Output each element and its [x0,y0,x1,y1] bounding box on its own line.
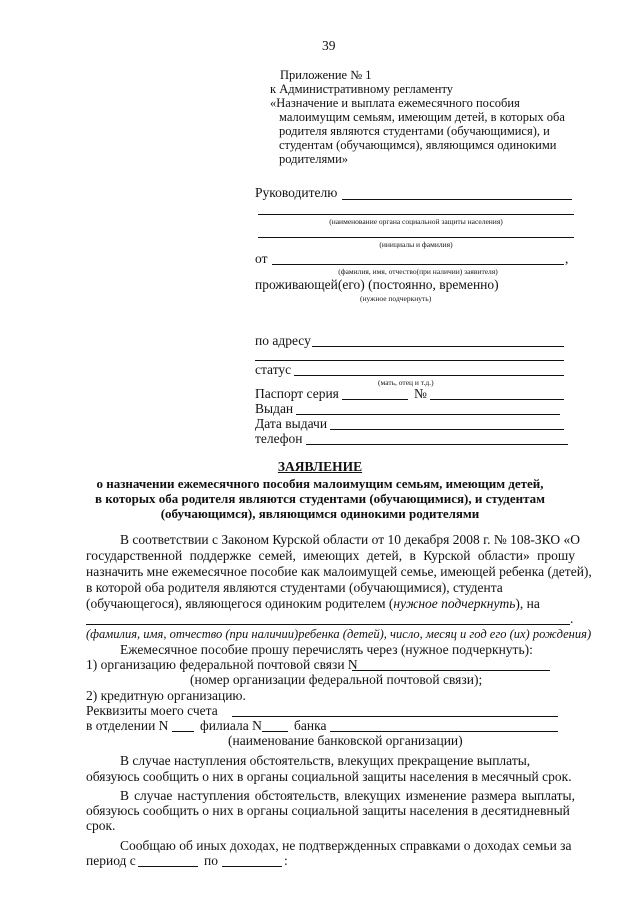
p3-line-1: В случае наступления обстоятельств, влекущих изменение размера выплаты, [120,788,575,803]
appendix-line-4: малоимущим семьям, имеющим детей, в которых оба [279,110,565,124]
branch-label: в отделении N [86,718,169,733]
status-caption: (мать, отец и т.д.) [378,378,434,387]
residing-underline-caption: (нужное подчеркнуть) [360,294,432,303]
phone-label: телефон [255,431,303,446]
period-to-label: по [204,853,218,868]
head-name-line[interactable] [342,199,572,200]
from-label: от [255,251,268,266]
issued-label: Выдан [255,401,294,416]
phone-line[interactable] [306,444,568,445]
post-org-line[interactable] [352,670,550,671]
period-to-line[interactable] [222,866,282,867]
p1-line-2: государственной поддержке семей, имеющих детей, в Курской области» прошу [86,548,575,563]
org-caption: (наименование органа социальной защиты населения) [329,217,503,226]
appendix-line-1: Приложение № 1 [280,68,372,82]
appendix-line-2: к Административному регламенту [270,82,454,96]
issue-date-line[interactable] [330,429,564,430]
address-line-1[interactable] [312,346,564,347]
p1-line-5-pre: (обучающегося), являющегося одиноким родителем ( [86,596,394,611]
transfer-text: Ежемесячное пособие прошу перечислять через (нужное подчеркнуть): [120,642,533,657]
child-caption: (фамилия, имя, отчество (при наличии)ребенка (детей), число, месяц и год его (их) рождения) [86,627,592,641]
p3-line-2: обязуюсь сообщить о них в органы социальной защиты населения в десятидневный [86,803,570,818]
appendix-line-7: родителями» [279,152,349,166]
applicant-line[interactable] [272,264,564,265]
address-line-2[interactable] [255,360,564,361]
branch-number-line[interactable] [172,731,194,732]
post-org-caption: (номер организации федеральной почтовой связи); [190,672,483,687]
title-line-1: о назначении ежемесячного пособия малоимущим семьям, имеющим детей, [96,476,544,491]
bank-label: банка [294,718,327,733]
p1-line-1: В соответствии с Законом Курской области от 10 декабря 2008 г. № 108-ЗКО «О [120,532,580,547]
org-name-line[interactable] [258,214,574,215]
credit-org-label: 2) кредитную организацию. [86,688,246,703]
passport-series-label: Паспорт серия [255,386,339,401]
from-comma: , [565,251,569,266]
p2-line-2: обязуюсь сообщить о них в органы социальной защиты населения в месячный срок. [86,769,572,784]
child-info-dot: . [570,611,574,626]
appendix-line-3: «Назначение и выплата ежемесячного пособия [270,96,520,110]
period-colon: : [284,853,288,868]
status-label: статус [255,362,292,377]
child-info-line[interactable] [86,624,570,625]
p3-line-3: срок. [86,818,116,833]
p1-line-5-post: ), на [515,596,540,611]
account-line[interactable] [232,716,558,717]
address-label: по адресу [255,333,311,348]
filial-label: филиала N [200,718,262,733]
to-head-label: Руководителю [255,185,338,200]
filial-number-line[interactable] [262,731,288,732]
status-line[interactable] [294,375,564,376]
passport-no-label: № [414,386,427,401]
period-from-line[interactable] [138,866,198,867]
p1-line-3: назначить мне ежемесячное пособие как малоимущей семье, имеющей ребенка (детей), [86,564,592,579]
issue-date-label: Дата выдачи [255,416,328,431]
applicant-caption: (фамилия, имя, отчество(при наличии) заявителя) [338,267,498,276]
p1-line-5 [86,596,540,612]
p4-line-1: Сообщаю об иных доходах, не подтвержденных справками о доходах семьи за [120,838,572,853]
account-label: Реквизиты моего счета [86,703,218,718]
title-line-2: в которых оба родителя являются студентами (обучающимися), и студентам [94,491,546,506]
period-from-label: период с [86,853,136,868]
post-org-label: 1) организацию федеральной почтовой связи N [86,657,358,672]
p1-underline-note: нужное подчеркнуть [393,596,516,611]
issued-line[interactable] [296,414,560,415]
page-number: 39 [322,38,336,53]
title-line-3: (обучающимся), являющимся одинокими родителями [160,506,480,521]
passport-number-line[interactable] [430,399,564,400]
passport-series-line[interactable] [342,399,408,400]
initials-line[interactable] [258,237,574,238]
residing-options: проживающей(его) (постоянно, временно) [255,277,499,292]
document-title: ЗАЯВЛЕНИЕ [277,459,363,474]
p2-line-1: В случае наступления обстоятельств, влекущих прекращение выплаты, [120,753,531,768]
initials-caption: (инициалы и фамилия) [379,240,453,249]
appendix-line-6: студентам (обучающимся), являющимся одинокими [279,138,557,152]
appendix-line-5: родителя являются студентами (обучающимися), и [279,124,550,138]
p1-line-4: в которой оба родителя являются студентами (обучающимися), студента [86,580,503,595]
bank-name-line[interactable] [330,731,558,732]
bank-caption: (наименование банковской организации) [228,733,463,748]
